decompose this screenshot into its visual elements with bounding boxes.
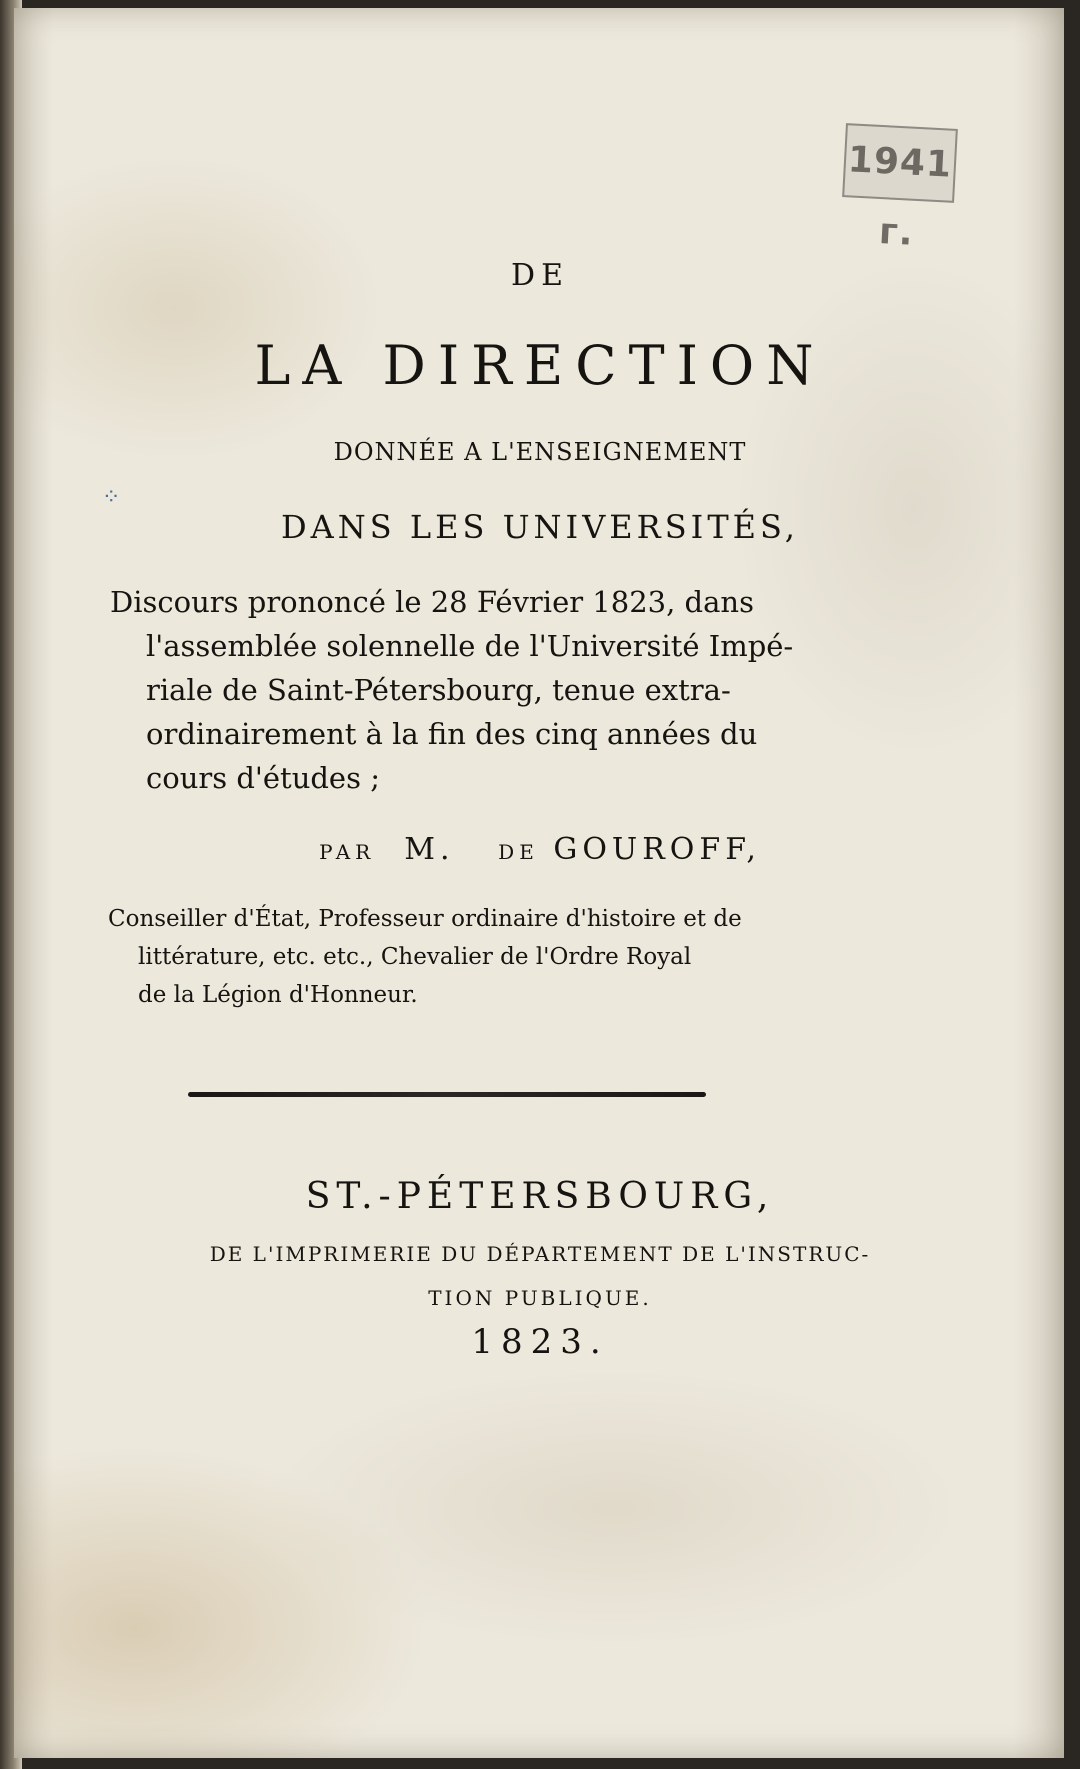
ink-blot: ⁘ bbox=[102, 485, 121, 510]
author-title-line: littérature, etc. etc., Chevalier de l'Ordre Royal bbox=[138, 944, 692, 970]
author-title-line: Conseiller d'État, Professeur ordinaire d'histoire et de bbox=[108, 906, 742, 932]
discours-line: cours d'études ; bbox=[146, 761, 380, 795]
author-de: DE bbox=[498, 840, 539, 864]
imprint-printer: DE L'IMPRIMERIE DU DÉPARTEMENT DE L'INSTRUC- bbox=[209, 1242, 871, 1266]
author-name: GOUROFF, bbox=[553, 832, 761, 867]
discours-line: Discours prononcé le 28 Février 1823, dans bbox=[110, 585, 754, 619]
discours-description bbox=[110, 580, 800, 800]
page-title: LA DIRECTION bbox=[254, 334, 826, 397]
heading-de: DE bbox=[511, 258, 569, 293]
imprint-city: ST.-PÉTERSBOURG, bbox=[305, 1176, 775, 1217]
library-stamp: 1941 г. bbox=[842, 123, 958, 203]
author-line bbox=[0, 832, 1080, 867]
ornamental-rule bbox=[188, 1092, 706, 1097]
imprint-printer-cont: TION PUBLIQUE. bbox=[428, 1286, 652, 1310]
discours-line: ordinairement à la fin des cinq années du bbox=[146, 717, 758, 751]
author-par: PAR bbox=[319, 840, 376, 864]
subtitle-donnee: DONNÉE A L'ENSEIGNEMENT bbox=[333, 438, 747, 466]
discours-line: riale de Saint-Pétersbourg, tenue extra- bbox=[146, 673, 731, 707]
author-titles bbox=[108, 900, 808, 1014]
imprint-year: 1823. bbox=[471, 1322, 609, 1362]
author-title-line: de la Légion d'Honneur. bbox=[138, 982, 418, 1008]
discours-line: l'assemblée solennelle de l'Université Impé- bbox=[146, 629, 794, 663]
author-m: M. bbox=[404, 832, 455, 867]
subtitle-universites: DANS LES UNIVERSITÉS, bbox=[281, 508, 799, 546]
